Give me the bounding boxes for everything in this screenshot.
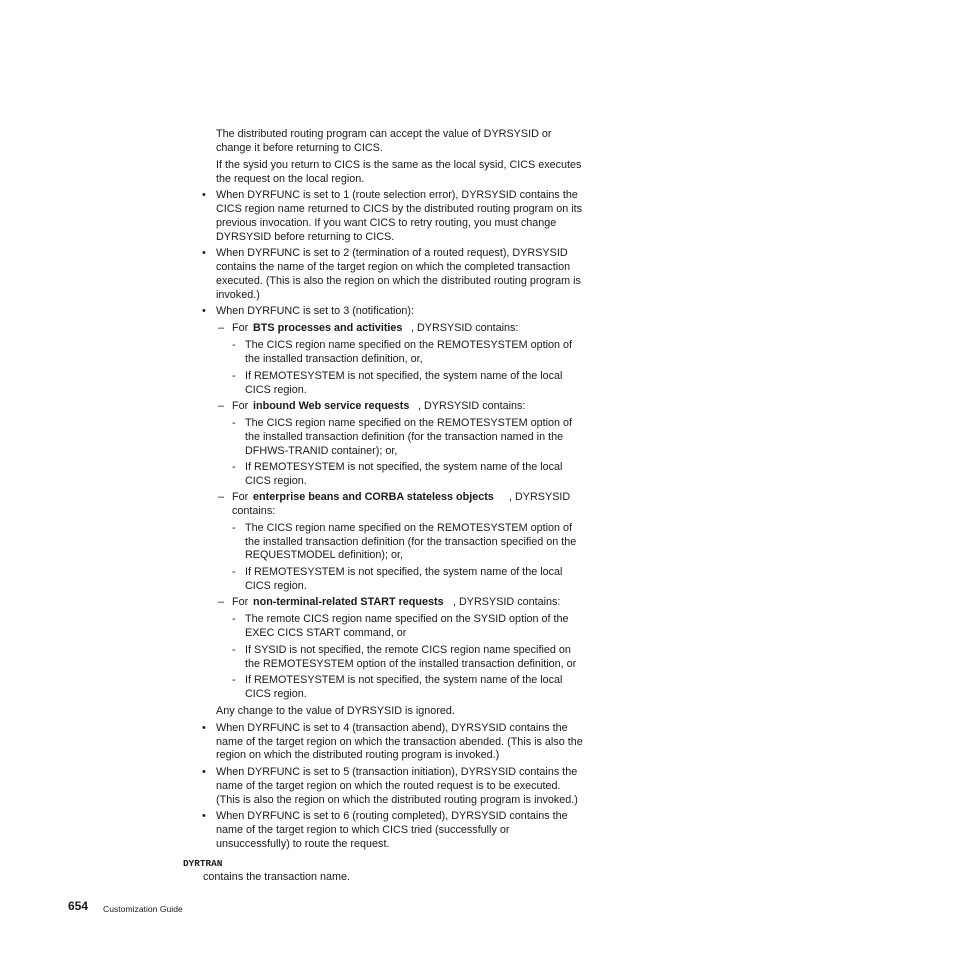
text-line: When DYRFUNC is set to 4 (transaction abend), DYRSYSID contains the xyxy=(216,722,568,734)
text-line: executed. (This is also the region on which the distributed routing program is xyxy=(216,275,581,287)
dash-marker: - xyxy=(232,566,236,578)
text-line: If SYSID is not specified, the remote CICS region name specified on xyxy=(245,644,571,656)
text-line: , DYRSYSID contains: xyxy=(453,596,561,608)
dash-marker: – xyxy=(218,400,225,412)
text-line: name of the target region on which the routed request is to be executed. xyxy=(216,780,561,792)
text-line: CICS region name returned to CICS by the distributed routing program on its xyxy=(216,203,583,215)
text-line: If REMOTESYSTEM is not specified, the system name of the local xyxy=(245,566,563,578)
text-line: When DYRFUNC is set to 6 (routing completed), DYRSYSID contains the xyxy=(216,810,568,822)
text-line: If REMOTESYSTEM is not specified, the system name of the local xyxy=(245,674,563,686)
text-line: , DYRSYSID contains: xyxy=(418,400,526,412)
text-line: When DYRFUNC is set to 5 (transaction initiation), DYRSYSID contains the xyxy=(216,766,578,778)
text-line: The remote CICS region name specified on the SYSID option of the xyxy=(245,613,569,625)
text-line: (This is also the region on which the distributed routing program is invoked.) xyxy=(216,794,578,806)
text-line: name of the target region to which CICS tried (successfully or xyxy=(216,824,510,836)
bullet-marker: • xyxy=(202,247,206,259)
text-line: EXEC CICS START command, or xyxy=(245,627,407,639)
dash-marker: - xyxy=(232,613,236,625)
text-line: invoked.) xyxy=(216,289,260,301)
text-line: previous invocation. If you want CICS to retry routing, you must change xyxy=(216,217,557,229)
dash-marker: - xyxy=(232,339,236,351)
dash-marker: – xyxy=(218,491,225,503)
dash-marker: – xyxy=(218,322,225,334)
text-line: CICS region. xyxy=(245,580,307,592)
text-line: name of the target region on which the transaction abended. (This is also the xyxy=(216,736,583,748)
text-line: CICS region. xyxy=(245,384,307,396)
text-line: the installed transaction definition (for the transaction specified on the xyxy=(245,536,577,548)
text-line: When DYRFUNC is set to 2 (termination of a routed request), DYRSYSID xyxy=(216,247,568,259)
text-line: If REMOTESYSTEM is not specified, the system name of the local xyxy=(245,461,563,473)
bullet-marker: • xyxy=(202,766,206,778)
text-line: For xyxy=(232,596,249,608)
bullet-marker: • xyxy=(202,189,206,201)
text-line: If the sysid you return to CICS is the same as the local sysid, CICS executes xyxy=(216,159,582,171)
text-line: the request on the local region. xyxy=(216,173,365,185)
bold-phrase: enterprise beans and CORBA stateless objects xyxy=(253,491,494,503)
text-line: contains: xyxy=(232,505,276,517)
text-line: , DYRSYSID xyxy=(509,491,571,503)
text-line: For xyxy=(232,491,249,503)
text-line: contains the transaction name. xyxy=(203,871,351,883)
text-line: The CICS region name specified on the REMOTESYSTEM option of xyxy=(245,417,573,429)
text-line: region on which the distributed routing program is invoked.) xyxy=(216,749,500,761)
text-line: The CICS region name specified on the REMOTESYSTEM option of xyxy=(245,339,573,351)
dash-marker: - xyxy=(232,644,236,656)
dash-marker: - xyxy=(232,674,236,686)
text-line: For xyxy=(232,322,249,334)
text-line: Any change to the value of DYRSYSID is ignored. xyxy=(216,705,455,717)
text-line: change it before returning to CICS. xyxy=(216,142,383,154)
text-line: REQUESTMODEL definition); or, xyxy=(245,549,404,561)
term-keyword: DYRTRAN xyxy=(183,858,223,869)
bullet-marker: • xyxy=(202,722,206,734)
dash-marker: – xyxy=(218,596,225,608)
text-line: contains the name of the target region on which the completed transaction xyxy=(216,261,571,273)
text-line: The distributed routing program can accept the value of DYRSYSID or xyxy=(216,128,552,140)
bold-phrase: BTS processes and activities xyxy=(253,322,403,334)
text-line: the installed transaction definition (for the transaction named in the xyxy=(245,431,564,443)
dash-marker: - xyxy=(232,522,236,534)
footer-book-title: Customization Guide xyxy=(103,904,183,914)
text-line: For xyxy=(232,400,249,412)
dash-marker: - xyxy=(232,461,236,473)
bold-phrase: non-terminal-related START requests xyxy=(253,596,444,608)
text-line: When DYRFUNC is set to 1 (route selection error), DYRSYSID contains the xyxy=(216,189,578,201)
text-line: the installed transaction definition, or, xyxy=(245,353,423,365)
text-line: CICS region. xyxy=(245,475,307,487)
bullet-marker: • xyxy=(202,810,206,822)
bold-phrase: inbound Web service requests xyxy=(253,400,410,412)
text-line: The CICS region name specified on the REMOTESYSTEM option of xyxy=(245,522,573,534)
text-line: DFHWS-TRANID container); or, xyxy=(245,445,398,457)
text-line: If REMOTESYSTEM is not specified, the system name of the local xyxy=(245,370,563,382)
dash-marker: - xyxy=(232,417,236,429)
text-line: unsuccessfully) to route the request. xyxy=(216,838,390,850)
text-line: the REMOTESYSTEM option of the installed transaction definition, or xyxy=(245,658,577,670)
page-number: 654 xyxy=(68,899,89,913)
text-line: , DYRSYSID contains: xyxy=(411,322,519,334)
bullet-marker: • xyxy=(202,305,206,317)
text-line: When DYRFUNC is set to 3 (notification): xyxy=(216,305,415,317)
text-line: DYRSYSID before returning to CICS. xyxy=(216,231,395,243)
dash-marker: - xyxy=(232,370,236,382)
text-line: CICS region. xyxy=(245,688,307,700)
